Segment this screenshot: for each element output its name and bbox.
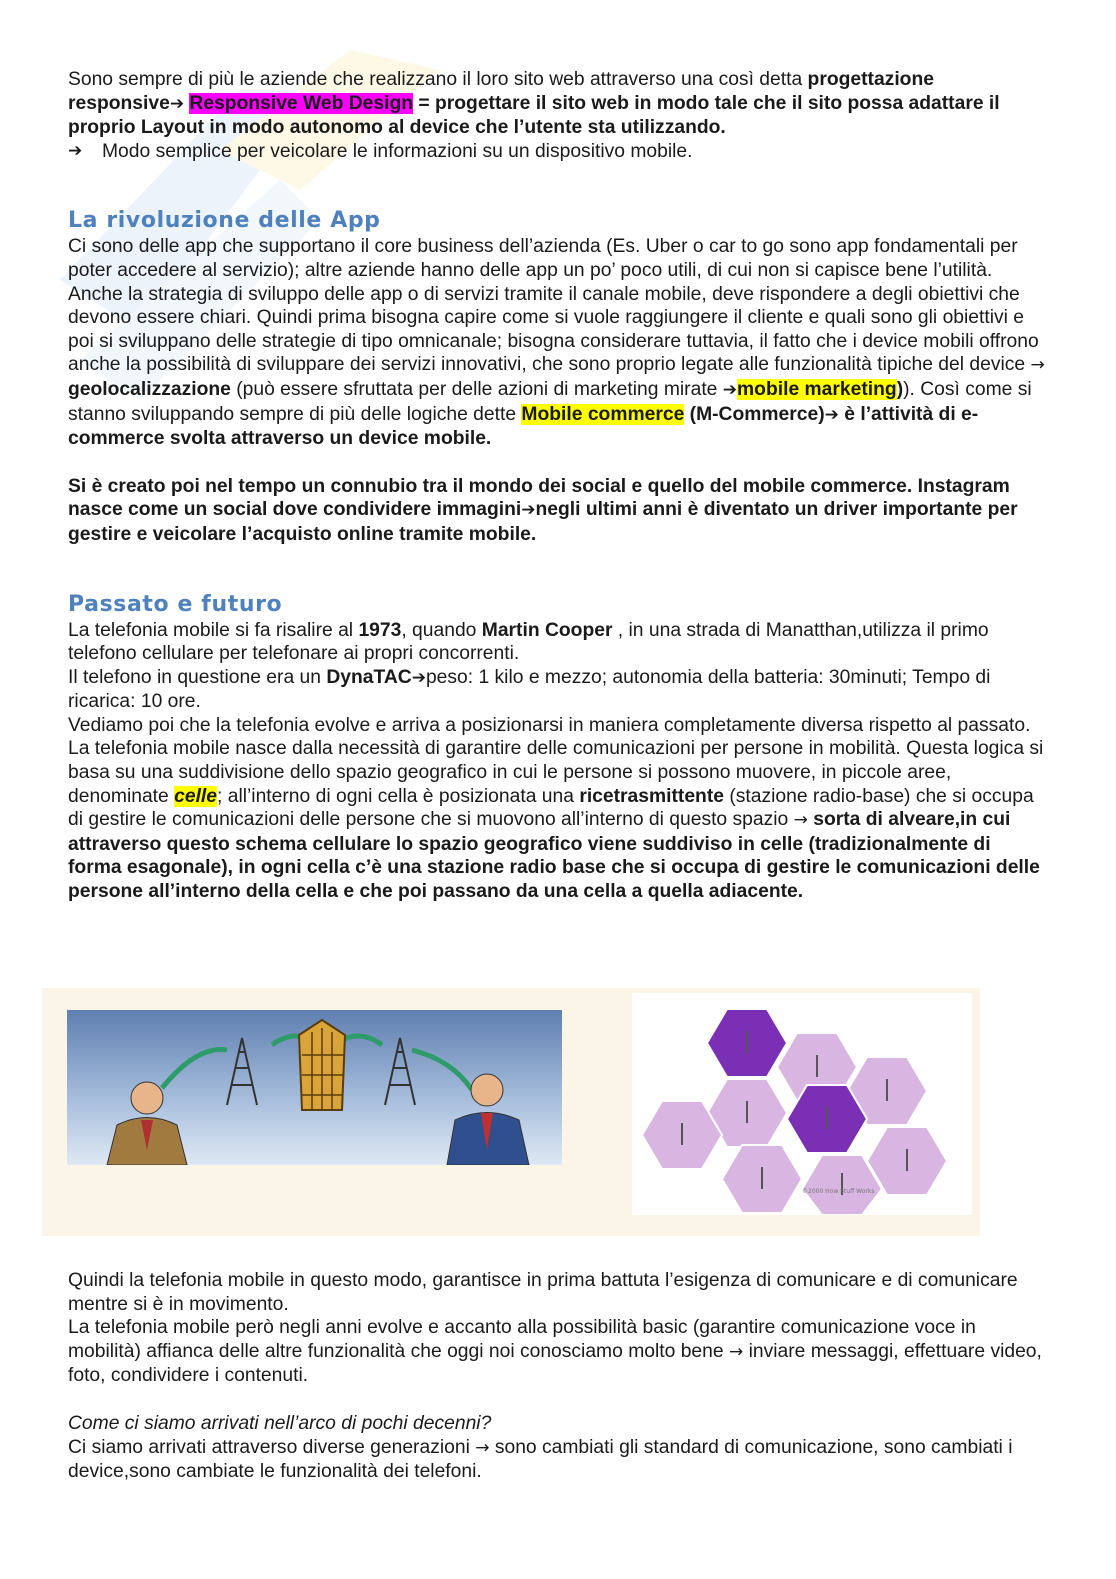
hexagon-cells (632, 993, 972, 1215)
arrow-right-icon: ➔ (411, 667, 426, 688)
hexagon-cell-diagram (632, 993, 972, 1215)
arrow-right-icon: ➔ (169, 93, 185, 114)
highlight-celle: celle (174, 785, 218, 807)
section-title-past: Passato e futuro (68, 591, 283, 617)
highlight-responsive-web-design: Responsive Web Design (189, 92, 414, 114)
intro-paragraph: Sono sempre di più le aziende che realizzano il loro sito web attraverso una così detta progettazione responsive➔ Responsive Web Design = progettare il sito web in modo tale che il sito possa adattare il proprio Layout in modo autonomo al device che l’utente sta utilizzando. (68, 69, 1000, 139)
section-title-app: La rivoluzione delle App (68, 208, 381, 234)
arrow-right-icon: → (475, 1437, 490, 1458)
arrow-right-icon: → (793, 810, 808, 831)
arrow-right-icon: → (1030, 355, 1045, 376)
closing-paragraph-1: Quindi la telefonia mobile in questo modo, garantisce in prima battuta l’esigenza di comunicare e di comunicare mentre si è in movimento. (68, 1270, 1018, 1315)
highlight-mobile-commerce: Mobile commerce (521, 403, 685, 425)
arrow-bullet-icon: ➔ (68, 140, 83, 161)
past-paragraph-4: La telefonia mobile nasce dalla necessità di garantire delle comunicazioni per persone in mobilità. Questa logica si basa su una suddivisione dello spazio geografico in cui le persone si possono muovere, in piccole aree, denominate celle; all’interno di ogni cella è posizionata una ricetrasmittente (stazione radio-base) che si occupa di gestire le comunicazioni delle persone che si muovono all’interno di questo spazio → sorta di alveare,in cui attraverso questo schema cellulare lo spazio geografico viene suddiviso in celle (tradizionalmente di forma esagonale), in ogni cella c’è una stazione radio base che si occupa di gestire le comunicazioni delle persone all’interno della cella e che poi passano da una cella a quella adiacente. (68, 738, 1044, 903)
highlight-mobile-marketing: mobile marketing (737, 378, 897, 400)
past-paragraph-2: Il telefono in questione era un DynaTAC➔peso: 1 kilo e mezzo; autonomia della batteria: 30minuti; Tempo di ricarica: 10 ore. (68, 666, 991, 713)
past-paragraph-3: Vediamo poi che la telefonia evolve e arriva a posizionarsi in maniera completamente diversa rispetto al passato. (68, 714, 1031, 736)
closing-paragraph-2: La telefonia mobile però negli anni evolve e accanto alla possibilità basic (garantire comunicazione voce in mobilità) affianca delle altre funzionalità che oggi noi conosciamo molto bene → inviare messaggi, effettuare video, foto, condividere i contenuti. (68, 1317, 1042, 1387)
cellular-figure (42, 988, 980, 1236)
arrow-right-icon: ➔ (824, 404, 839, 425)
closing-paragraph-3: Ci siamo arrivati attraverso diverse generazioni → sono cambiati gli standard di comunicazione, sono cambiati i device,sono cambiate le funzionalità dei telefoni. (68, 1436, 1013, 1483)
app-paragraph-2: Anche la strategia di sviluppo delle app o di servizi tramite il canale mobile, deve rispondere a degli obiettivi che devono essere chiari. Quindi prima bisogna capire come si vuole raggiungere il cliente e quali sono gli obiettivi e poi si sviluppano delle strategie di tipo omnicanale; bisogna considerare tuttavia, il fatto che i device mobili offrono anche la possibilità di sviluppare dei servizi innovativi, che sono proprio legate alle funzionalità tipiche del device → geolocalizzazione (può essere sfruttata per delle azioni di marketing mirate ➔mobile marketing)). Così come si stanno sviluppando sempre di più delle logiche dette Mobile commerce (M-Commerce)➔ è l’attività di e-commerce svolta attraverso un device mobile. (68, 283, 1045, 450)
closing-question: Come ci siamo arrivati nell’arco di pochi decenni? (68, 1412, 492, 1434)
arrow-right-icon: → (728, 1341, 744, 1362)
intro-bullet: ➔ Modo semplice per veicolare le informazioni su un dispositivo mobile. (68, 140, 693, 162)
past-paragraph-1: La telefonia mobile si fa risalire al 1973, quando Martin Cooper , in una strada di Manatthan,utilizza il primo telefono cellulare per telefonare ai propri concorrenti. (68, 619, 989, 665)
app-paragraph-3: Si è creato poi nel tempo un connubio tra il mondo dei social e quello del mobile commerce. Instagram nasce come un social dove condividere immagini➔negli ultimi anni è diventato un driver importante per gestire e veicolare l’acquisto online tramite mobile. (68, 475, 1018, 545)
app-paragraph-1: Ci sono delle app che supportano il core business dell’azienda (Es. Uber o car to go sono app fondamentali per poter accedere al servizio); altre aziende hanno delle app un po’ poco utili, di cui non si capisce bene l’utilità. (68, 236, 1018, 281)
figure-credit: ©2000 How Stuff Works (802, 1188, 875, 1195)
arrow-right-icon: ➔ (722, 379, 738, 400)
arrow-right-icon: ➔ (521, 500, 536, 521)
phone-call-illustration (67, 1010, 562, 1165)
